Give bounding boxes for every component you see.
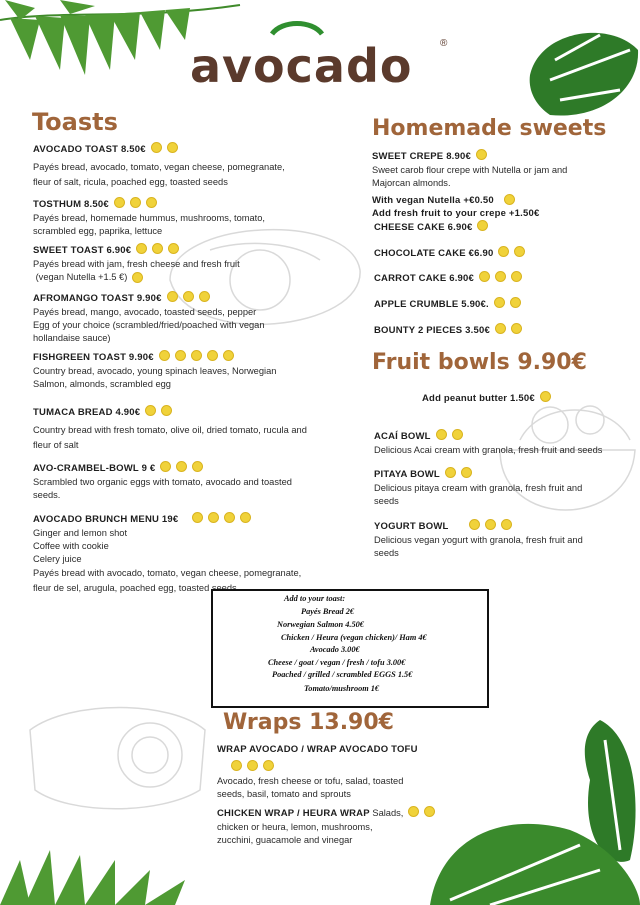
menu-item-wrap-avocado: WRAP AVOCADO / WRAP AVOCADO TOFU Avocado, fresh cheese or tofu, salad, toasted seeds, basil, tomato and sprouts: [217, 744, 418, 800]
menu-item-avo-crambel-bowl: AVO-CRAMBEL-BOWL 9 € Scrambled two organic eggs with tomato, avocado and toasted seeds.: [33, 458, 353, 502]
allergen-icons: [145, 402, 177, 420]
allergen-icons: [151, 139, 183, 157]
toast-addons-box: Add to your toast: Payés Bread 2€ Norwegian Salmon 4.50€ Chicken / Heura (vegan chicken)/ Ham 4€ Avocado 3.00€ Cheese / goat / vegan / fresh / tofu 3.00€ Poached / grilled / scrambled EGGS 1.5€ Tomato/mushroom 1€: [211, 589, 489, 708]
allergen-icons: [160, 458, 208, 476]
menu-item-yogurt-bowl: YOGURT BOWL Delicious vegan yogurt with granola, fresh fruit and seeds: [374, 521, 583, 559]
menu-item-bounty: BOUNTY 2 PIECES 3.50€: [374, 320, 527, 338]
logo-text: avocado: [190, 39, 413, 93]
menu-item-carrot-cake: CARROT CAKE 6.90€: [374, 268, 527, 286]
menu-item-sweet-toast: SWEET TOAST 6.90€ Payés bread with jam, fresh cheese and fresh fruit (vegan Nutella +1.5 €): [33, 240, 353, 284]
allergen-icons: [114, 194, 162, 212]
peanut-butter-addon: Add peanut butter 1.50€: [422, 388, 556, 406]
menu-item-cheese-cake: CHEESE CAKE 6.90€: [374, 217, 493, 235]
wraps-heading: Wraps 13.90€: [223, 710, 394, 735]
menu-item-apple-crumble: APPLE CRUMBLE 5.90€.: [374, 294, 526, 312]
menu-item-pitaya-bowl: PITAYA BOWL Delicious pitaya cream with granola, fresh fruit and seeds: [374, 469, 583, 507]
wrap-sketch-illustration: [20, 690, 210, 820]
monstera-leaf-top-right: [520, 20, 640, 120]
monstera-leaf-bottom-right: [430, 720, 640, 905]
allergen-icons: [192, 509, 256, 527]
allergen-icons: [159, 347, 239, 365]
menu-item-afromango-toast: AFROMANGO TOAST 9.90€ Payés bread, mango, avocado, toasted seeds, pepper Egg of your choice (scrambled/fried/poached with vegan hollandaise sauce): [33, 288, 353, 345]
toasts-heading: Toasts: [32, 108, 118, 136]
menu-item-avocado-brunch-menu: AVOCADO BRUNCH MENU 19€ Ginger and lemon shot Coffee with cookie Celery juice Payés bread with avocado, tomato, vegan cheese, pomegranate, fleur de sel, arugula, poached egg, toasted seeds: [33, 509, 353, 596]
menu-item-sweet-crepe: SWEET CREPE 8.90€ Sweet carob flour crepe with Nutella or jam and Majorcan almonds. With vegan Nutella +€0.50 Add fresh fruit to your crepe +1.50€: [372, 146, 632, 219]
menu-item-chicken-wrap: CHICKEN WRAP / HEURA WRAP Salads, chicken or heura, lemon, mushrooms, zucchini, guacamole and vinegar: [217, 803, 457, 847]
menu-item-fishgreen-toast: FISHGREEN TOAST 9.90€ Country bread, avocado, young spinach leaves, Norwegian Salmon, almonds, scrambled egg: [33, 347, 353, 391]
menu-item-avocado-toast: AVOCADO TOAST 8.50€ Payés bread, avocado, tomato, vegan cheese, pomegranate, fleur of salt, ricula, poached egg, toasted seeds: [33, 139, 353, 190]
palm-leaf-bottom-left: [0, 840, 200, 905]
menu-item-tumaca-bread: TUMACA BREAD 4.90€ Country bread with fresh tomato, olive oil, dried tomato, rucula and fleur of salt: [33, 402, 353, 453]
menu-item-acai-bowl: ACAÍ BOWL Delicious Acai cream with granola, fresh fruit and seeds: [374, 431, 603, 456]
registered-mark: ®: [440, 38, 448, 49]
brand-logo: [190, 36, 450, 96]
allergen-icons: [136, 240, 184, 258]
leaf-arc-icon: [267, 18, 327, 36]
sweets-heading: Homemade sweets: [372, 116, 607, 141]
addons-title: Add to your toast:: [284, 594, 346, 603]
fruit-bowls-heading: Fruit bowls 9.90€: [372, 350, 587, 375]
menu-item-tosthum: TOSTHUM 8.50€ Payés bread, homemade hummus, mushrooms, tomato, scrambled egg, paprika, lettuce: [33, 194, 353, 238]
menu-item-chocolate-cake: CHOCOLATE CAKE €6.90: [374, 243, 530, 261]
allergen-icons: [476, 146, 492, 164]
allergen-icons: [167, 288, 215, 306]
